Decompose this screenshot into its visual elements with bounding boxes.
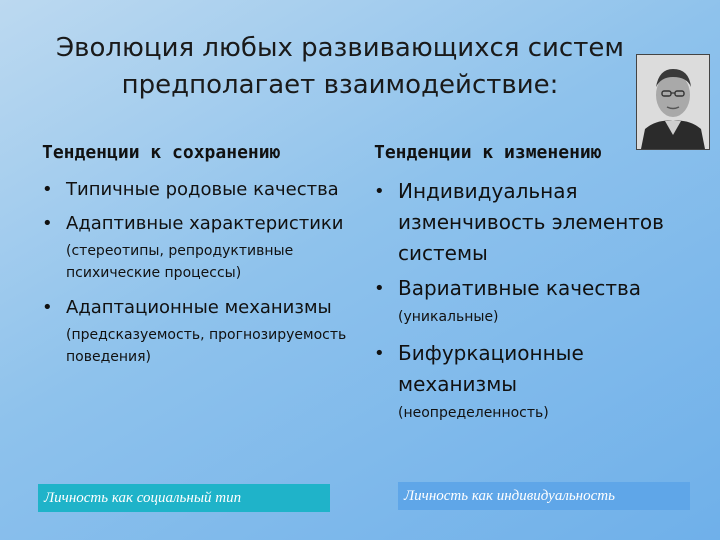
right-column-heading: Тенденции к изменению [374, 142, 602, 163]
left-item-1: • Типичные родовые качества [40, 176, 350, 204]
right-item-3-note: (неопределенность) [398, 405, 549, 421]
left-item-3: • Адаптационные механизмы [40, 294, 350, 322]
left-item-2: • Адаптивные характеристики [40, 210, 350, 238]
right-tag: Личность как индивидуальность [398, 482, 690, 510]
portrait-photo [636, 54, 710, 150]
left-tag: Личность как социальный тип [38, 484, 330, 512]
right-item-2-note: (уникальные) [398, 309, 499, 325]
title-line-1: Эволюция любых развивающихся систем [56, 33, 624, 63]
left-column [40, 176, 350, 378]
right-item-1: • Индивидуальная изменчивость элементов системы [372, 176, 690, 269]
left-item-2-note: (стереотипы, репродуктивные психические процессы) [66, 243, 294, 281]
right-item-3: • Бифуркационные механизмы [372, 338, 690, 400]
slide-title [40, 30, 640, 104]
left-column-heading: Тенденции к сохранению [42, 142, 281, 163]
left-item-3-note: (предсказуемость, прогнозируемость поведения) [66, 327, 347, 365]
right-item-2: • Вариативные качества [372, 273, 690, 304]
right-column [372, 176, 690, 434]
portrait-icon [637, 55, 709, 149]
title-line-2: предполагает взаимодействие: [121, 70, 559, 100]
